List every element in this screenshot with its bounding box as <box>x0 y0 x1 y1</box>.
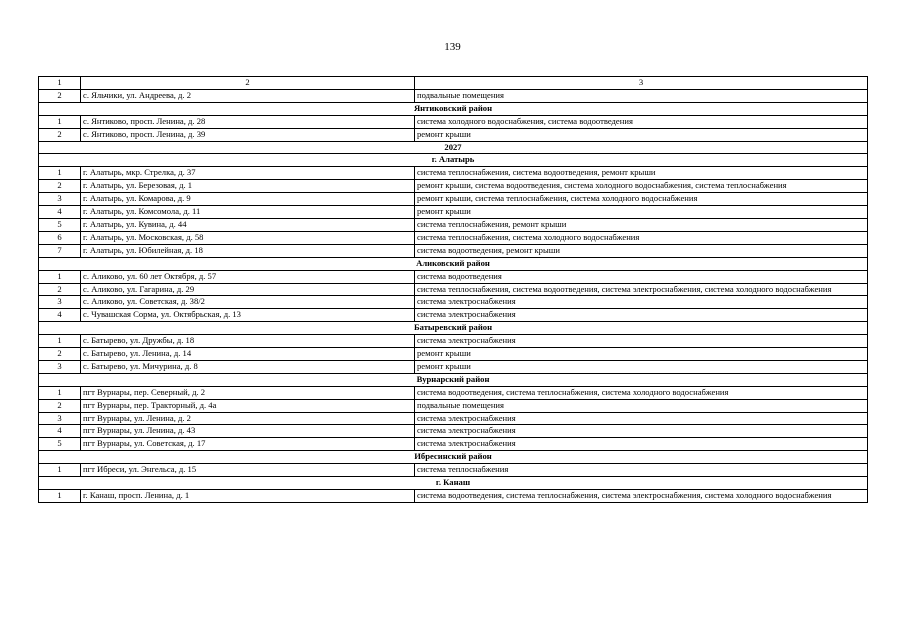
works-cell: ремонт крыши <box>415 348 868 361</box>
table-row <box>39 167 868 180</box>
table-row <box>39 412 868 425</box>
table-row <box>39 89 868 102</box>
section-title: г. Алатырь <box>39 154 868 167</box>
works-cell: система электроснабжения <box>415 412 868 425</box>
works-cell: система водоотведения, система теплоснабжения, система холодного водоснабжения <box>415 386 868 399</box>
row-number: 1 <box>39 167 81 180</box>
works-cell: система теплоснабжения, система холодного водоснабжения <box>415 231 868 244</box>
address-cell: г. Алатырь, ул. Кувина, д. 44 <box>81 218 415 231</box>
row-number: 1 <box>39 270 81 283</box>
address-cell: с. Яльчики, ул. Андреева, д. 2 <box>81 89 415 102</box>
address-cell: пгт Вурнары, ул. Советская, д. 17 <box>81 438 415 451</box>
address-cell: с. Батырево, ул. Мичурина, д. 8 <box>81 360 415 373</box>
address-cell: пгт Вурнары, ул. Ленина, д. 43 <box>81 425 415 438</box>
table-row <box>39 231 868 244</box>
section-title: Ибресинский район <box>39 451 868 464</box>
address-cell: г. Алатырь, ул. Комарова, д. 9 <box>81 193 415 206</box>
address-cell: с. Аликово, ул. Советская, д. 38/2 <box>81 296 415 309</box>
section-row <box>39 451 868 464</box>
section-title: Янтиковский район <box>39 102 868 115</box>
table-row <box>39 464 868 477</box>
address-cell: г. Алатырь, мкр. Стрелка, д. 37 <box>81 167 415 180</box>
row-number: 2 <box>39 283 81 296</box>
works-cell: система электроснабжения <box>415 296 868 309</box>
page-number: 139 <box>444 41 461 53</box>
works-cell: система теплоснабжения, система водоотведения, система электроснабжения, система холодного водоснабжения <box>415 283 868 296</box>
section-title: Батыревский район <box>39 322 868 335</box>
works-cell: ремонт крыши <box>415 206 868 219</box>
section-title: Вурнарский район <box>39 373 868 386</box>
works-table-body <box>39 77 868 503</box>
address-cell: г. Алатырь, ул. Комсомола, д. 11 <box>81 206 415 219</box>
row-number: 3 <box>39 296 81 309</box>
row-number: 2 <box>39 348 81 361</box>
row-number: 4 <box>39 425 81 438</box>
works-cell: система теплоснабжения <box>415 464 868 477</box>
table-row <box>39 360 868 373</box>
column-address-header: 2 <box>81 77 415 90</box>
works-cell: ремонт крыши, система водоотведения, система холодного водоснабжения, система теплоснабжения <box>415 180 868 193</box>
address-cell: с. Батырево, ул. Дружбы, д. 18 <box>81 335 415 348</box>
table-row <box>39 193 868 206</box>
works-cell: система водоотведения <box>415 270 868 283</box>
section-row <box>39 102 868 115</box>
address-cell: с. Янтиково, просп. Ленина, д. 39 <box>81 128 415 141</box>
table-row <box>39 128 868 141</box>
works-cell: система электроснабжения <box>415 425 868 438</box>
row-number: 2 <box>39 399 81 412</box>
row-number: 5 <box>39 438 81 451</box>
works-cell: подвальные помещения <box>415 399 868 412</box>
table-row <box>39 115 868 128</box>
table-row <box>39 399 868 412</box>
section-row <box>39 257 868 270</box>
address-cell: с. Батырево, ул. Ленина, д. 14 <box>81 348 415 361</box>
works-cell: система теплоснабжения, система водоотведения, ремонт крыши <box>415 167 868 180</box>
works-cell: система холодного водоснабжения, система водоотведения <box>415 115 868 128</box>
column-works-header: 3 <box>415 77 868 90</box>
address-cell: пгт Вурнары, ул. Ленина, д. 2 <box>81 412 415 425</box>
works-cell: система электроснабжения <box>415 309 868 322</box>
row-number: 1 <box>39 386 81 399</box>
section-row <box>39 373 868 386</box>
table-row <box>39 180 868 193</box>
table-row <box>39 425 868 438</box>
table-row <box>39 335 868 348</box>
address-cell: с. Аликово, ул. Гагарина, д. 29 <box>81 283 415 296</box>
table-row <box>39 490 868 503</box>
table-row <box>39 296 868 309</box>
row-number: 1 <box>39 335 81 348</box>
row-number: 1 <box>39 115 81 128</box>
table-row <box>39 206 868 219</box>
row-number: 2 <box>39 180 81 193</box>
table-row <box>39 348 868 361</box>
works-cell: система электроснабжения <box>415 335 868 348</box>
row-number: 3 <box>39 412 81 425</box>
address-cell: г. Алатырь, ул. Юбилейная, д. 18 <box>81 244 415 257</box>
address-cell: с. Чувашская Сорма, ул. Октябрьская, д. 13 <box>81 309 415 322</box>
row-number: 7 <box>39 244 81 257</box>
works-cell: система водоотведения, ремонт крыши <box>415 244 868 257</box>
section-row <box>39 154 868 167</box>
table-row <box>39 309 868 322</box>
table-row <box>39 386 868 399</box>
row-number: 1 <box>39 464 81 477</box>
address-cell: г. Канаш, просп. Ленина, д. 1 <box>81 490 415 503</box>
address-cell: г. Алатырь, ул. Березовая, д. 1 <box>81 180 415 193</box>
address-cell: пгт Ибреси, ул. Энгельса, д. 15 <box>81 464 415 477</box>
row-number: 4 <box>39 309 81 322</box>
section-row <box>39 477 868 490</box>
table-row <box>39 438 868 451</box>
row-number: 3 <box>39 193 81 206</box>
section-row <box>39 141 868 154</box>
row-number: 4 <box>39 206 81 219</box>
address-cell: пгт Вурнары, пер. Северный, д. 2 <box>81 386 415 399</box>
table-row <box>39 218 868 231</box>
table-row <box>39 283 868 296</box>
section-title: 2027 <box>39 141 868 154</box>
works-cell: ремонт крыши <box>415 128 868 141</box>
row-number: 2 <box>39 128 81 141</box>
section-row <box>39 322 868 335</box>
works-cell: система теплоснабжения, ремонт крыши <box>415 218 868 231</box>
works-cell: система электроснабжения <box>415 438 868 451</box>
works-cell: ремонт крыши, система теплоснабжения, система холодного водоснабжения <box>415 193 868 206</box>
table-row <box>39 244 868 257</box>
address-cell: с. Янтиково, просп. Ленина, д. 28 <box>81 115 415 128</box>
table-row <box>39 270 868 283</box>
address-cell: с. Аликово, ул. 60 лет Октября, д. 57 <box>81 270 415 283</box>
works-cell: ремонт крыши <box>415 360 868 373</box>
address-cell: г. Алатырь, ул. Московская, д. 58 <box>81 231 415 244</box>
works-cell: подвальные помещения <box>415 89 868 102</box>
column-number-header: 1 <box>39 77 81 90</box>
address-cell: пгт Вурнары, пер. Тракторный, д. 4а <box>81 399 415 412</box>
works-cell: система водоотведения, система теплоснабжения, система электроснабжения, система холодного водоснабжения <box>415 490 868 503</box>
row-number: 2 <box>39 89 81 102</box>
row-number: 1 <box>39 490 81 503</box>
row-number: 3 <box>39 360 81 373</box>
works-table <box>38 76 868 503</box>
row-number: 6 <box>39 231 81 244</box>
table-header-row <box>39 77 868 90</box>
section-title: Аликовский район <box>39 257 868 270</box>
section-title: г. Канаш <box>39 477 868 490</box>
row-number: 5 <box>39 218 81 231</box>
